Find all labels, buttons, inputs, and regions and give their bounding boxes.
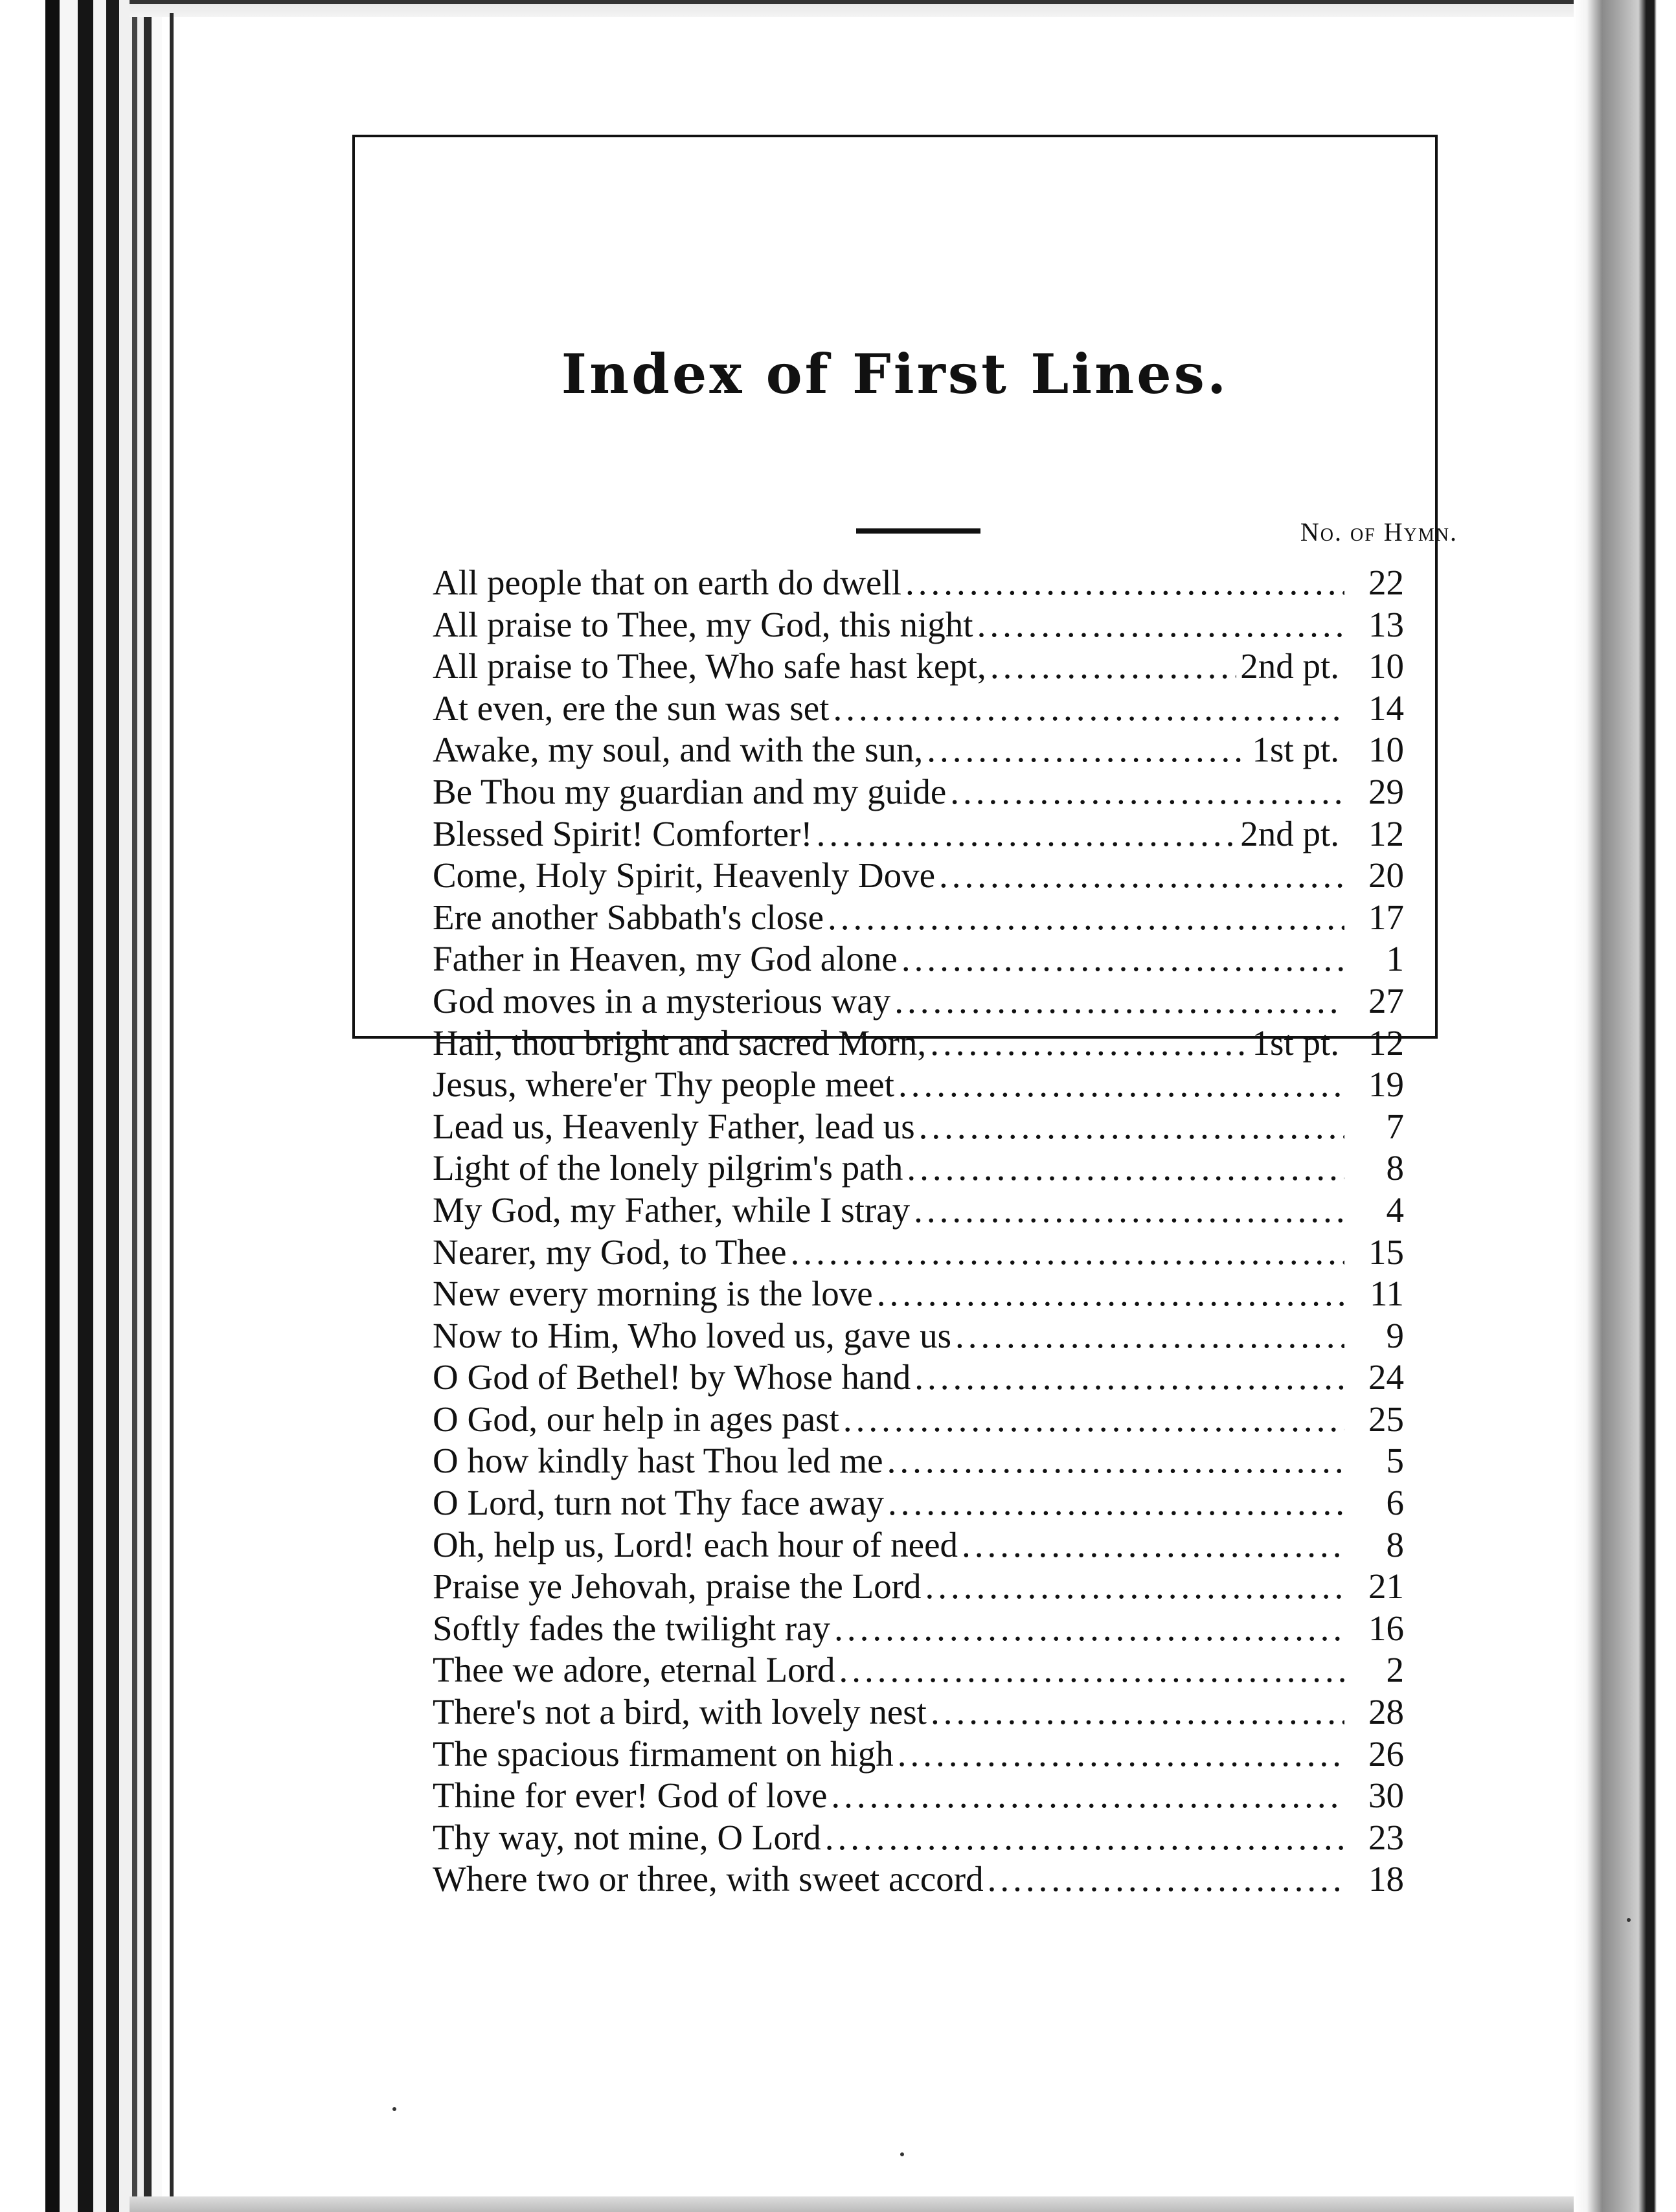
index-entry	[433, 980, 1404, 1022]
index-entry	[433, 771, 1404, 813]
index-entry	[433, 938, 1404, 980]
first-line-text: Thine for ever! God of love	[433, 1776, 828, 1816]
index-entry	[433, 646, 1404, 688]
index-entry	[433, 1190, 1404, 1232]
first-line-text: Now to Him, Who loved us, gave us	[433, 1315, 951, 1355]
hymn-part-label: 1st pt.	[1252, 1022, 1339, 1063]
index-entry	[433, 562, 1404, 604]
print-speck	[900, 2152, 904, 2156]
index-entry	[433, 1232, 1404, 1274]
print-speck	[1627, 1918, 1631, 1922]
index-entry	[433, 855, 1404, 897]
dot-leader	[888, 1482, 1344, 1524]
first-line-text: My God, my Father, while I stray	[433, 1190, 911, 1230]
hymn-number: 17	[1368, 897, 1404, 937]
index-entry	[433, 1399, 1404, 1441]
dot-leader	[939, 855, 1344, 897]
hymn-part-label: 2nd pt.	[1240, 813, 1339, 853]
hymn-number: 12	[1368, 813, 1404, 853]
dot-leader	[914, 1190, 1344, 1232]
page-title: Index of First Lines.	[561, 342, 1229, 406]
hymn-number: 19	[1368, 1065, 1404, 1105]
hymn-number: 26	[1368, 1733, 1404, 1774]
index-entry	[433, 1106, 1404, 1148]
first-line-text: Be Thou my guardian and my guide	[433, 771, 947, 811]
page-top-edge	[130, 0, 1580, 17]
index-entry	[433, 1524, 1404, 1566]
hymn-number: 4	[1386, 1190, 1404, 1230]
dot-leader	[901, 938, 1344, 980]
dot-leader	[988, 1858, 1344, 1901]
dot-leader	[791, 1232, 1344, 1274]
dot-leader	[925, 1566, 1344, 1608]
first-line-text: O how kindly hast Thou led me	[433, 1441, 883, 1481]
index-entry	[433, 1649, 1404, 1691]
hymn-number: 11	[1370, 1274, 1404, 1314]
index-entry	[433, 1064, 1404, 1106]
first-line-text: All people that on earth do dwell	[433, 563, 901, 602]
first-line-text: All praise to Thee, my God, this night	[433, 604, 973, 644]
dot-leader	[828, 897, 1344, 939]
first-line-text: God moves in a mysterious way	[433, 980, 891, 1021]
first-line-text: Thee we adore, eternal Lord	[433, 1650, 835, 1690]
hymn-number: 1	[1386, 939, 1404, 979]
book-binding-edge	[0, 0, 162, 2212]
hymn-number: 7	[1386, 1106, 1404, 1146]
dot-leader	[955, 1315, 1344, 1357]
first-line-text: O God of Bethel! by Whose hand	[433, 1357, 911, 1397]
dot-leader	[931, 1691, 1344, 1733]
first-line-text: Awake, my soul, and with the sun,	[433, 730, 923, 770]
hymn-number: 10	[1368, 730, 1404, 770]
hymn-number: 8	[1386, 1524, 1404, 1564]
index-entry	[433, 1775, 1404, 1817]
title-rule	[856, 528, 980, 534]
hymn-number: 23	[1368, 1817, 1404, 1857]
first-line-text: Thy way, not mine, O Lord	[433, 1817, 821, 1857]
dot-leader	[877, 1273, 1344, 1315]
index-entry	[433, 1357, 1404, 1399]
dot-leader	[919, 1106, 1344, 1148]
hymn-number: 21	[1368, 1566, 1404, 1607]
index-entry	[433, 813, 1404, 855]
first-line-text: Father in Heaven, my God alone	[433, 939, 898, 979]
dot-leader	[930, 1022, 1248, 1065]
index-entry	[433, 729, 1404, 771]
first-lines-index	[433, 562, 1404, 1901]
facing-page-shadow	[1574, 0, 1676, 2212]
index-entry	[433, 1022, 1404, 1065]
first-line-text: Oh, help us, Lord! each hour of need	[433, 1524, 958, 1564]
dot-leader	[907, 1147, 1344, 1190]
index-entry	[433, 604, 1404, 646]
index-entry	[433, 1482, 1404, 1524]
dot-leader	[898, 1733, 1344, 1776]
dot-leader	[839, 1649, 1344, 1691]
page-left-edge	[170, 13, 174, 2202]
hymn-number: 12	[1368, 1022, 1404, 1063]
dot-leader	[894, 980, 1344, 1022]
first-line-text: Blessed Spirit! Comforter!	[433, 813, 813, 853]
dot-leader	[898, 1064, 1344, 1106]
index-entry	[433, 1566, 1404, 1608]
hymn-part-label: 1st pt.	[1252, 730, 1339, 770]
hymn-part-label: 2nd pt.	[1240, 646, 1339, 686]
first-line-text: O God, our help in ages past	[433, 1399, 839, 1439]
dot-leader	[914, 1357, 1344, 1399]
dot-leader	[990, 646, 1236, 688]
print-speck	[392, 2107, 396, 2111]
first-line-text: Come, Holy Spirit, Heavenly Dove	[433, 855, 935, 896]
hymn-number: 29	[1368, 771, 1404, 811]
index-entry	[433, 1691, 1404, 1733]
hymn-number: 24	[1368, 1357, 1404, 1397]
hymn-number-column-header: No. of Hymn.	[1300, 517, 1458, 547]
first-line-text: Hail, thou bright and sacred Morn,	[433, 1022, 927, 1063]
first-line-text: Lead us, Heavenly Father, lead us	[433, 1106, 915, 1146]
first-line-text: All praise to Thee, Who safe hast kept,	[433, 646, 986, 686]
hymn-number: 13	[1368, 604, 1404, 644]
index-entry	[433, 1147, 1404, 1190]
index-entry	[433, 1608, 1404, 1650]
index-entry	[433, 1858, 1404, 1901]
hymn-number: 28	[1368, 1692, 1404, 1732]
hymn-number: 10	[1368, 646, 1404, 686]
dot-leader	[817, 813, 1237, 855]
hymn-number: 14	[1368, 688, 1404, 728]
hymn-number: 8	[1386, 1148, 1404, 1188]
dot-leader	[905, 562, 1344, 604]
hymn-number: 2	[1386, 1650, 1404, 1690]
dot-leader	[887, 1440, 1344, 1482]
first-line-text: Where two or three, with sweet accord	[433, 1859, 984, 1899]
first-line-text: Ere another Sabbath's close	[433, 897, 824, 937]
index-entry	[433, 1315, 1404, 1357]
first-line-text: Praise ye Jehovah, praise the Lord	[433, 1566, 922, 1607]
index-entry	[433, 1273, 1404, 1315]
index-entry	[433, 897, 1404, 939]
dot-leader	[977, 604, 1344, 646]
dot-leader	[843, 1399, 1344, 1441]
dot-leader	[834, 1608, 1344, 1650]
first-line-text: O Lord, turn not Thy face away	[433, 1483, 884, 1523]
page-bottom-edge	[130, 2196, 1580, 2212]
hymn-number: 15	[1368, 1232, 1404, 1272]
dot-leader	[962, 1524, 1344, 1566]
dot-leader	[833, 688, 1344, 730]
dot-leader	[950, 771, 1344, 813]
index-entry	[433, 688, 1404, 730]
first-line-text: New every morning is the love	[433, 1274, 873, 1314]
dot-leader	[927, 729, 1248, 771]
hymn-number: 22	[1368, 563, 1404, 602]
first-line-text: Nearer, my God, to Thee	[433, 1232, 787, 1272]
first-line-text: Softly fades the twilight ray	[433, 1608, 831, 1648]
first-line-text: At even, ere the sun was set	[433, 688, 830, 728]
dot-leader	[825, 1817, 1344, 1859]
first-line-text: There's not a bird, with lovely nest	[433, 1692, 927, 1732]
hymn-number: 25	[1368, 1399, 1404, 1439]
hymn-number: 18	[1368, 1859, 1404, 1899]
first-line-text: Jesus, where'er Thy people meet	[433, 1065, 894, 1105]
hymn-number: 6	[1386, 1483, 1404, 1523]
hymn-number: 30	[1368, 1776, 1404, 1816]
first-line-text: Light of the lonely pilgrim's path	[433, 1148, 903, 1188]
index-entry	[433, 1440, 1404, 1482]
hymn-number: 20	[1368, 855, 1404, 896]
hymn-number: 9	[1386, 1315, 1404, 1355]
hymn-number: 5	[1386, 1441, 1404, 1481]
index-entry	[433, 1733, 1404, 1776]
hymn-number: 27	[1368, 980, 1404, 1021]
hymn-number: 16	[1368, 1608, 1404, 1648]
dot-leader	[831, 1775, 1344, 1817]
first-line-text: The spacious firmament on high	[433, 1733, 894, 1774]
index-entry	[433, 1817, 1404, 1859]
